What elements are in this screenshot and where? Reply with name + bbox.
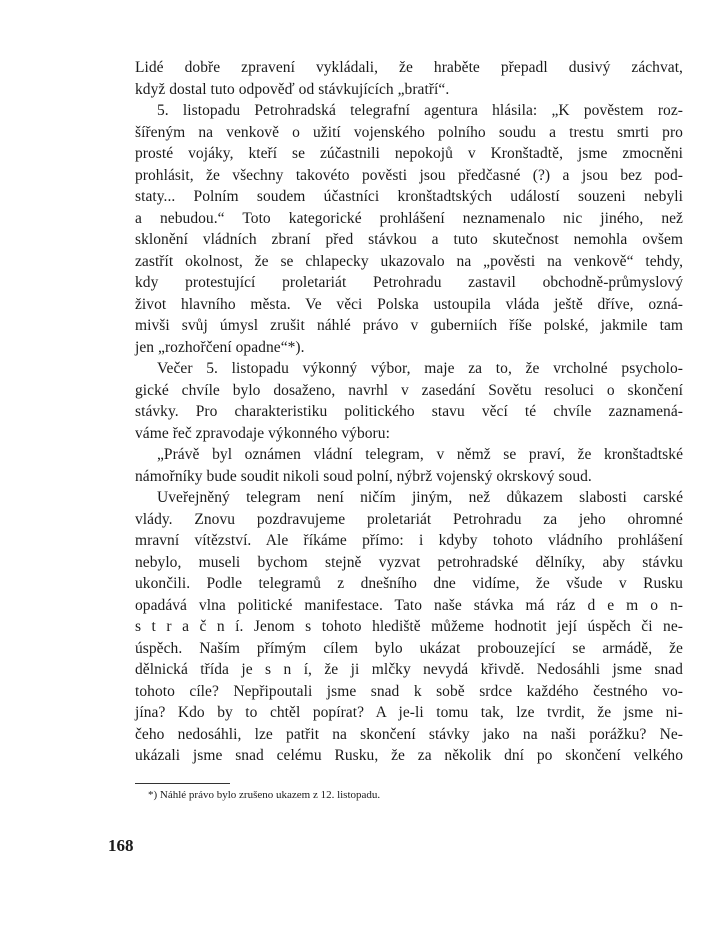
text-line: Večer 5. listopadu výkonný výbor, maje za to, že vrcholné psycholo- <box>157 360 683 377</box>
text-line: šířeným na venkově o užití vojenského polního soudu a trestu smrti pro <box>135 123 683 141</box>
text-line: život hlavního města. Ve věci Polska ustoupila vláda ještě dříve, ozná- <box>135 295 683 313</box>
text-line: námořníky bude soudit nikoli soud polní, nýbrž vojenský okrskový soud. <box>135 467 592 485</box>
text-line: Lidé dobře zpravení vykládali, že hraběte přepadl dusivý záchvat, <box>135 59 683 76</box>
text-line: Uveřejněný telegram není ničím jiným, než důkazem slabosti carské <box>157 489 683 506</box>
text-line: staty... Polním soudem účastníci kronštadtských událostí souzeni nebyli <box>135 188 683 205</box>
text-line: zastřít okolnost, že se chlapecky ukazovalo na „pověsti na venkově“ tehdy, <box>135 252 683 270</box>
text-line: jen „rozhořčení opadne“*). <box>135 338 305 356</box>
text-line: s t r a č n í. Jenom s tohoto hlediště můžeme hodnotit její úspěch či ne- <box>135 618 683 635</box>
text-line: mivši svůj úmysl zrušit náhlé právo v guberniích říše polské, jakmile tam <box>135 317 683 334</box>
text-line: 5. listopadu Petrohradská telegrafní agentura hlásila: „K pověstem roz- <box>157 102 683 119</box>
text-line: nebylo, museli bychom stejně vyzvat petrohradské dělníky, aby stávku <box>135 553 683 571</box>
text-line: kdy protestující proletariát Petrohradu zastavil obchodně-průmyslový <box>135 274 683 291</box>
text-line: prohlásit, že všechny takovéto pověsti jsou předčasné (?) a jsou bez pod- <box>135 166 683 184</box>
text-line: gické chvíle bylo dosaženo, navrhl v zasedání Sovětu resoluci o skončení <box>135 381 683 399</box>
body-text <box>135 57 683 767</box>
text-line: prosté vojáky, kteří se zúčastnili nepokojů v Kronštadtě, jsme zmocněni <box>135 145 683 162</box>
text-line: mravní vítězství. Ale říkáme přímo: i kdyby tohoto vládního prohlášení <box>135 532 683 549</box>
text-line: opadává vlna politické manifestace. Tato naše stávka má ráz d e m o n- <box>135 596 683 614</box>
text-line: čeho nedosáhli, lze patřit na skončení stávky jako na naši porážku? Ne- <box>135 725 683 743</box>
text-line: když dostal tuto odpověď od stávkujících „bratří“. <box>135 80 450 98</box>
text-line: ukončili. Podle telegramů z dnešního dne vidíme, že všude v Rusku <box>135 575 683 592</box>
text-line: vlády. Znovu pozdravujeme proletariát Petrohradu za jeho ohromné <box>135 510 683 528</box>
text-line: sklonění vládních zbraní před stávkou a tuto skutečnost nemohla ovšem <box>135 231 683 248</box>
footnote: *) Náhlé právo bylo zrušeno ukazem z 12. listopadu. <box>148 789 381 801</box>
text-line: tohoto cíle? Nepřipoutali jsme snad k sobě srdce každého čestného vo- <box>135 682 683 700</box>
text-line: stávky. Pro charakteristiku politického stavu věcí té chvíle zaznamená- <box>135 403 683 420</box>
text-line: váme řeč zpravodaje výkonného výboru: <box>135 424 390 442</box>
page-number: 168 <box>108 836 134 855</box>
text-line: úspěch. Naším přímým cílem bylo ukázat probouzející se armádě, že <box>135 639 683 657</box>
text-line: dělnická třída je s n í, že ji mlčky nevydá křivdě. Nedosáhli jsme snad <box>135 661 683 678</box>
text-line: jína? Kdo by to chtěl popírat? A je-li tomu tak, lze tvrdit, že jsme ni- <box>135 704 683 721</box>
footnote-divider <box>135 783 230 784</box>
text-line: „Právě byl oznámen vládní telegram, v němž se praví, že kronštadtské <box>157 446 683 463</box>
text-line: ukázali jsme snad celému Rusku, že za několik dní po skončení velkého <box>135 747 683 764</box>
text-line: a nebudou.“ Toto kategorické prohlášení neznamenalo nic jiného, než <box>135 209 683 227</box>
